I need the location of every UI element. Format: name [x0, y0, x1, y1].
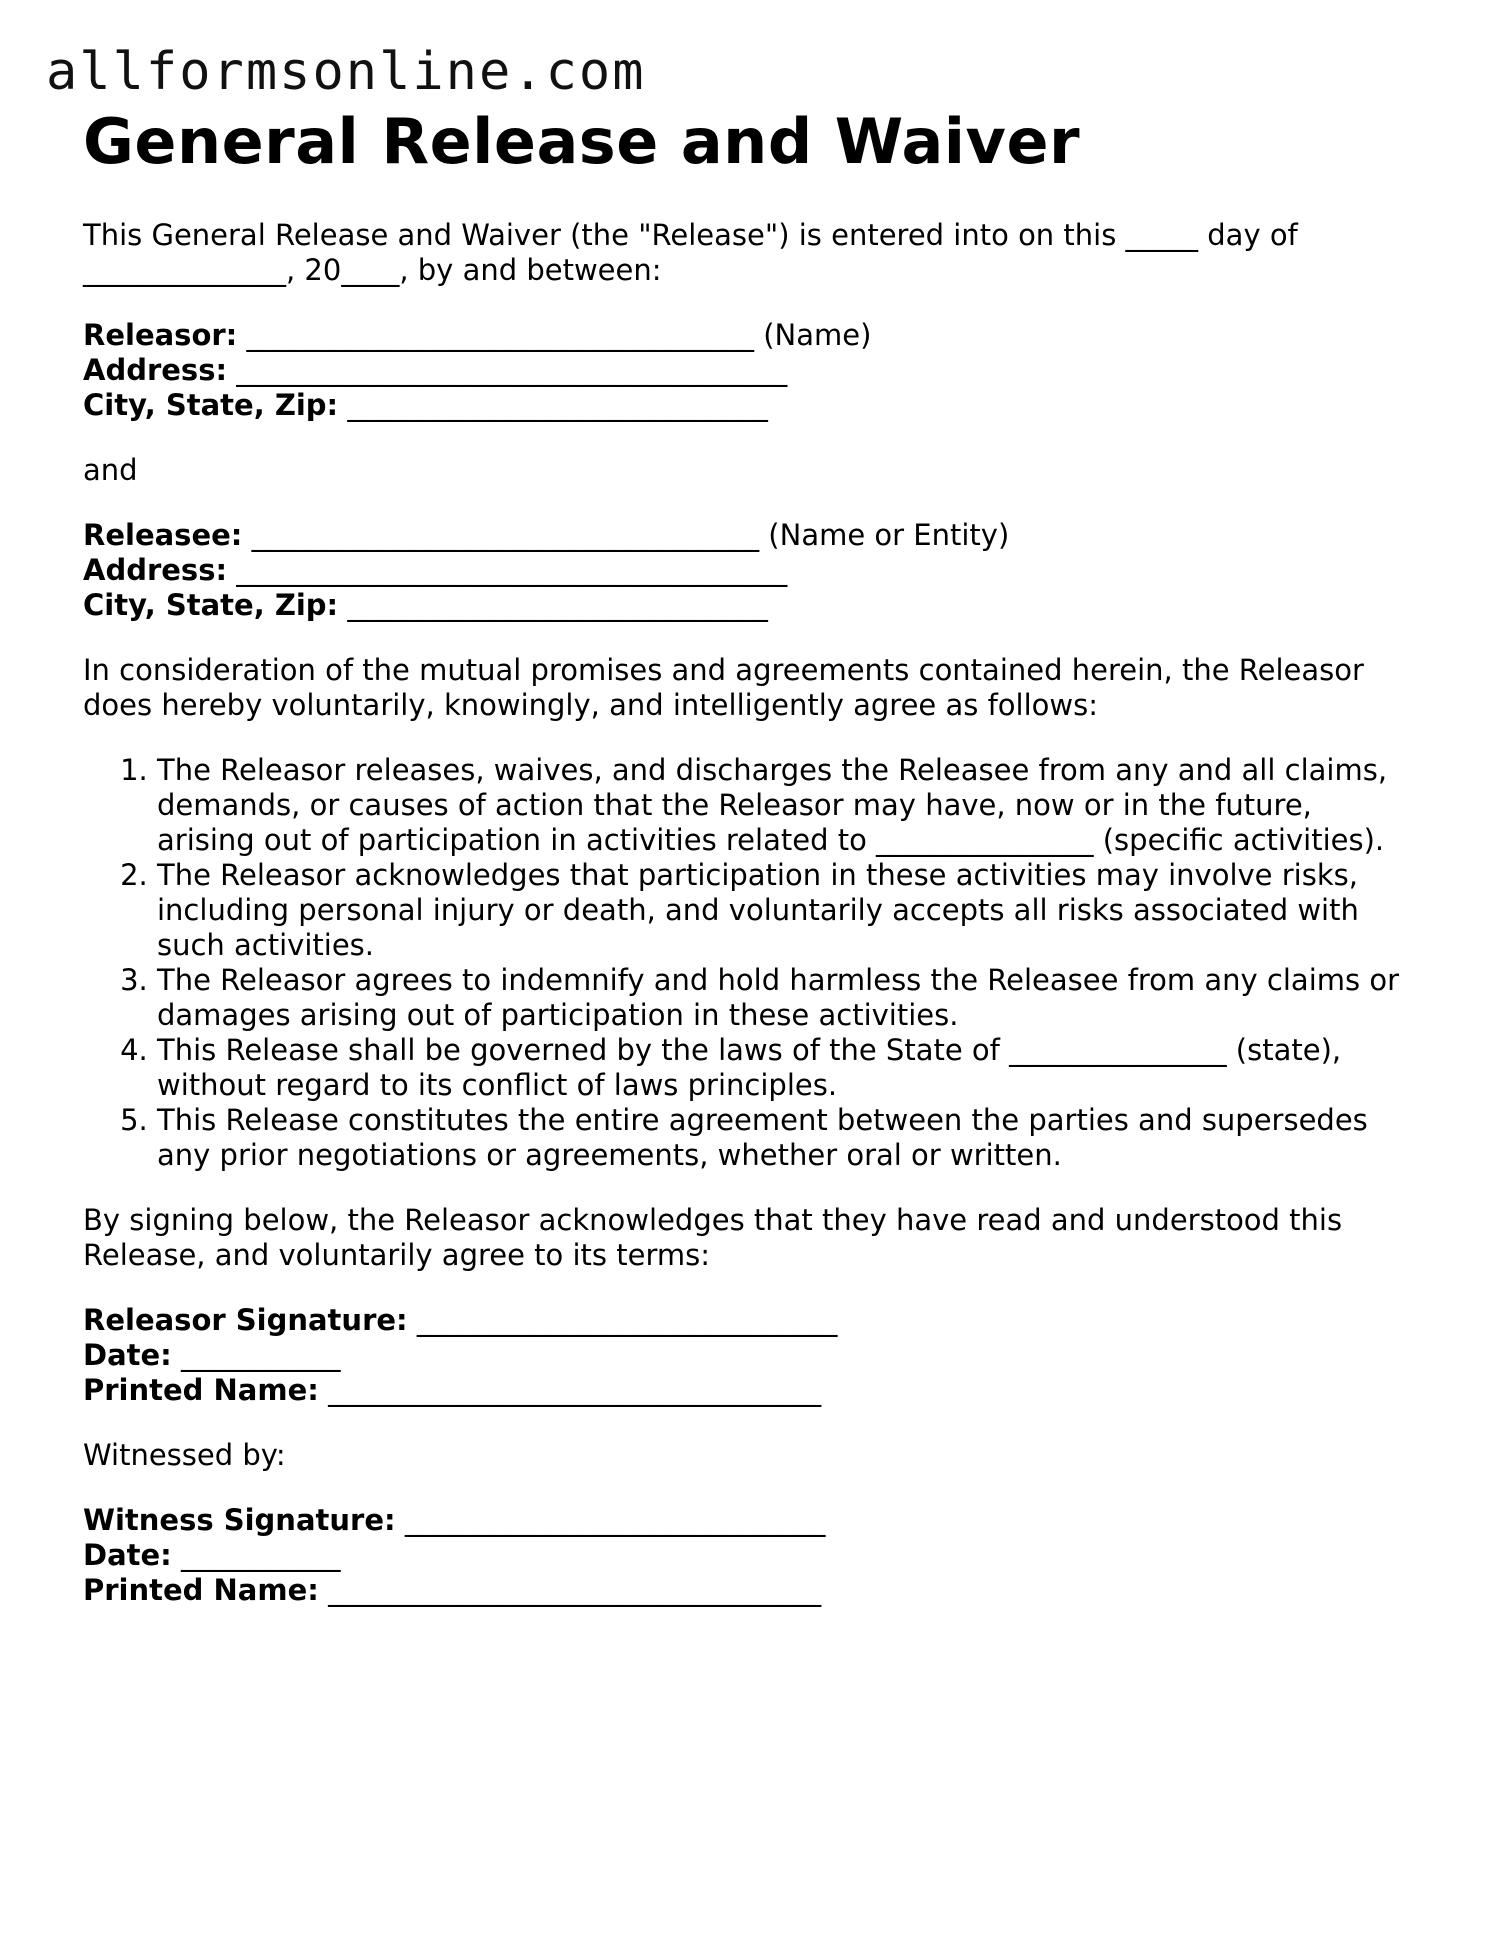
releasee-address-field[interactable] — [83, 553, 1443, 588]
witnessed-by-text: Witnessed by: — [83, 1438, 286, 1473]
term-line: such activities. — [157, 928, 374, 963]
releasor-printed-name-label: Printed Name: — [83, 1373, 319, 1408]
term-item — [157, 963, 1443, 1033]
releasee-name-field[interactable] — [83, 518, 1443, 553]
and-text: and — [83, 453, 138, 488]
releasee-city-blank: _____________________________ — [338, 588, 768, 623]
releasor-signature-block — [83, 1303, 1443, 1408]
releasor-address-label: Address: — [83, 353, 228, 388]
closing-line-2: Release, and voluntarily agree to its terms: — [83, 1238, 711, 1273]
closing-line-1: By signing below, the Releasor acknowledges that they have read and understood this — [83, 1203, 1343, 1238]
releasee-address-blank: ______________________________________ — [227, 553, 788, 588]
term-item — [157, 858, 1443, 963]
term-line: 5. This Release constitutes the entire agreement between the parties and supersedes — [157, 1103, 1368, 1138]
witness-signature-field[interactable] — [83, 1503, 1443, 1538]
term-line: including personal injury or death, and voluntarily accepts all risks associated with — [157, 893, 1359, 928]
releasor-block — [83, 318, 1443, 423]
witness-date-label: Date: — [83, 1538, 172, 1573]
releasor-printed-name-blank: __________________________________ — [318, 1373, 822, 1408]
document-page — [83, 105, 1443, 1608]
intro-paragraph — [83, 218, 1443, 288]
witness-date-field[interactable] — [83, 1538, 1443, 1573]
term-item — [157, 1033, 1443, 1103]
term-line: demands, or causes of action that the Releasor may have, now or in the future, — [157, 788, 1312, 823]
term-item — [157, 1103, 1443, 1173]
document-title: General Release and Waiver — [83, 105, 1081, 178]
releasor-name-label: Releasor: — [83, 318, 238, 353]
releasor-city-field[interactable] — [83, 388, 1443, 423]
witness-signature-blank: _____________________________ — [395, 1503, 826, 1538]
consideration-paragraph — [83, 653, 1443, 723]
releasee-address-label: Address: — [83, 553, 228, 588]
releasee-city-field[interactable] — [83, 588, 1443, 623]
releasor-date-label: Date: — [83, 1338, 172, 1373]
releasee-city-label: City, State, Zip: — [83, 588, 339, 623]
term-line[interactable]: arising out of participation in activities related to _______________ (specific activities). — [157, 823, 1385, 858]
releasor-date-field[interactable] — [83, 1338, 1443, 1373]
releasor-signature-label: Releasor Signature: — [83, 1303, 408, 1338]
consideration-line-1: In consideration of the mutual promises and agreements contained herein, the Releasor — [83, 653, 1364, 688]
releasor-address-blank: ______________________________________ — [227, 353, 788, 388]
releasor-city-blank: _____________________________ — [338, 388, 768, 423]
witness-date-blank: ___________ — [171, 1538, 341, 1573]
releasor-printed-name-field[interactable] — [83, 1373, 1443, 1408]
term-line: 2. The Releasor acknowledges that participation in these activities may involve risks, — [157, 858, 1358, 893]
witness-printed-name-field[interactable] — [83, 1573, 1443, 1608]
consideration-line-2: does hereby voluntarily, knowingly, and intelligently agree as follows: — [83, 688, 1098, 723]
releasor-address-field[interactable] — [83, 353, 1443, 388]
witness-printed-name-blank: __________________________________ — [318, 1573, 822, 1608]
releasor-date-blank: ___________ — [171, 1338, 341, 1373]
closing-paragraph — [83, 1203, 1443, 1273]
term-line: 3. The Releasor agrees to indemnify and hold harmless the Releasee from any claims or — [157, 963, 1399, 998]
term-line[interactable]: 4. This Release shall be governed by the laws of the State of _______________ (state), — [157, 1033, 1342, 1068]
releasor-name-field[interactable] — [83, 318, 1443, 353]
releasor-signature-field[interactable] — [83, 1303, 1443, 1338]
releasor-city-label: City, State, Zip: — [83, 388, 339, 423]
term-line: any prior negotiations or agreements, whether oral or written. — [157, 1138, 1062, 1173]
witness-signature-label: Witness Signature: — [83, 1503, 396, 1538]
releasor-name-blank: ___________________________________ (Name) — [237, 318, 872, 353]
intro-line-1: This General Release and Waiver (the "Release") is entered into on this _____ day of — [83, 218, 1298, 253]
term-item — [157, 753, 1443, 858]
witness-printed-name-label: Printed Name: — [83, 1573, 319, 1608]
watermark-text: allformsonline.com — [46, 42, 646, 102]
intro-line-2: ______________, 20____, by and between: — [83, 253, 662, 288]
term-line: damages arising out of participation in these activities. — [157, 998, 959, 1033]
releasee-block — [83, 518, 1443, 623]
term-line: without regard to its conflict of laws principles. — [157, 1068, 838, 1103]
releasee-name-label: Releasee: — [83, 518, 243, 553]
witness-signature-block — [83, 1503, 1443, 1608]
term-line: 1. The Releasor releases, waives, and discharges the Releasee from any and all claims, — [157, 753, 1388, 788]
releasee-name-blank: ___________________________________ (Name or Entity) — [242, 518, 1010, 553]
terms-list — [83, 753, 1443, 1173]
releasor-signature-blank: _____________________________ — [407, 1303, 838, 1338]
